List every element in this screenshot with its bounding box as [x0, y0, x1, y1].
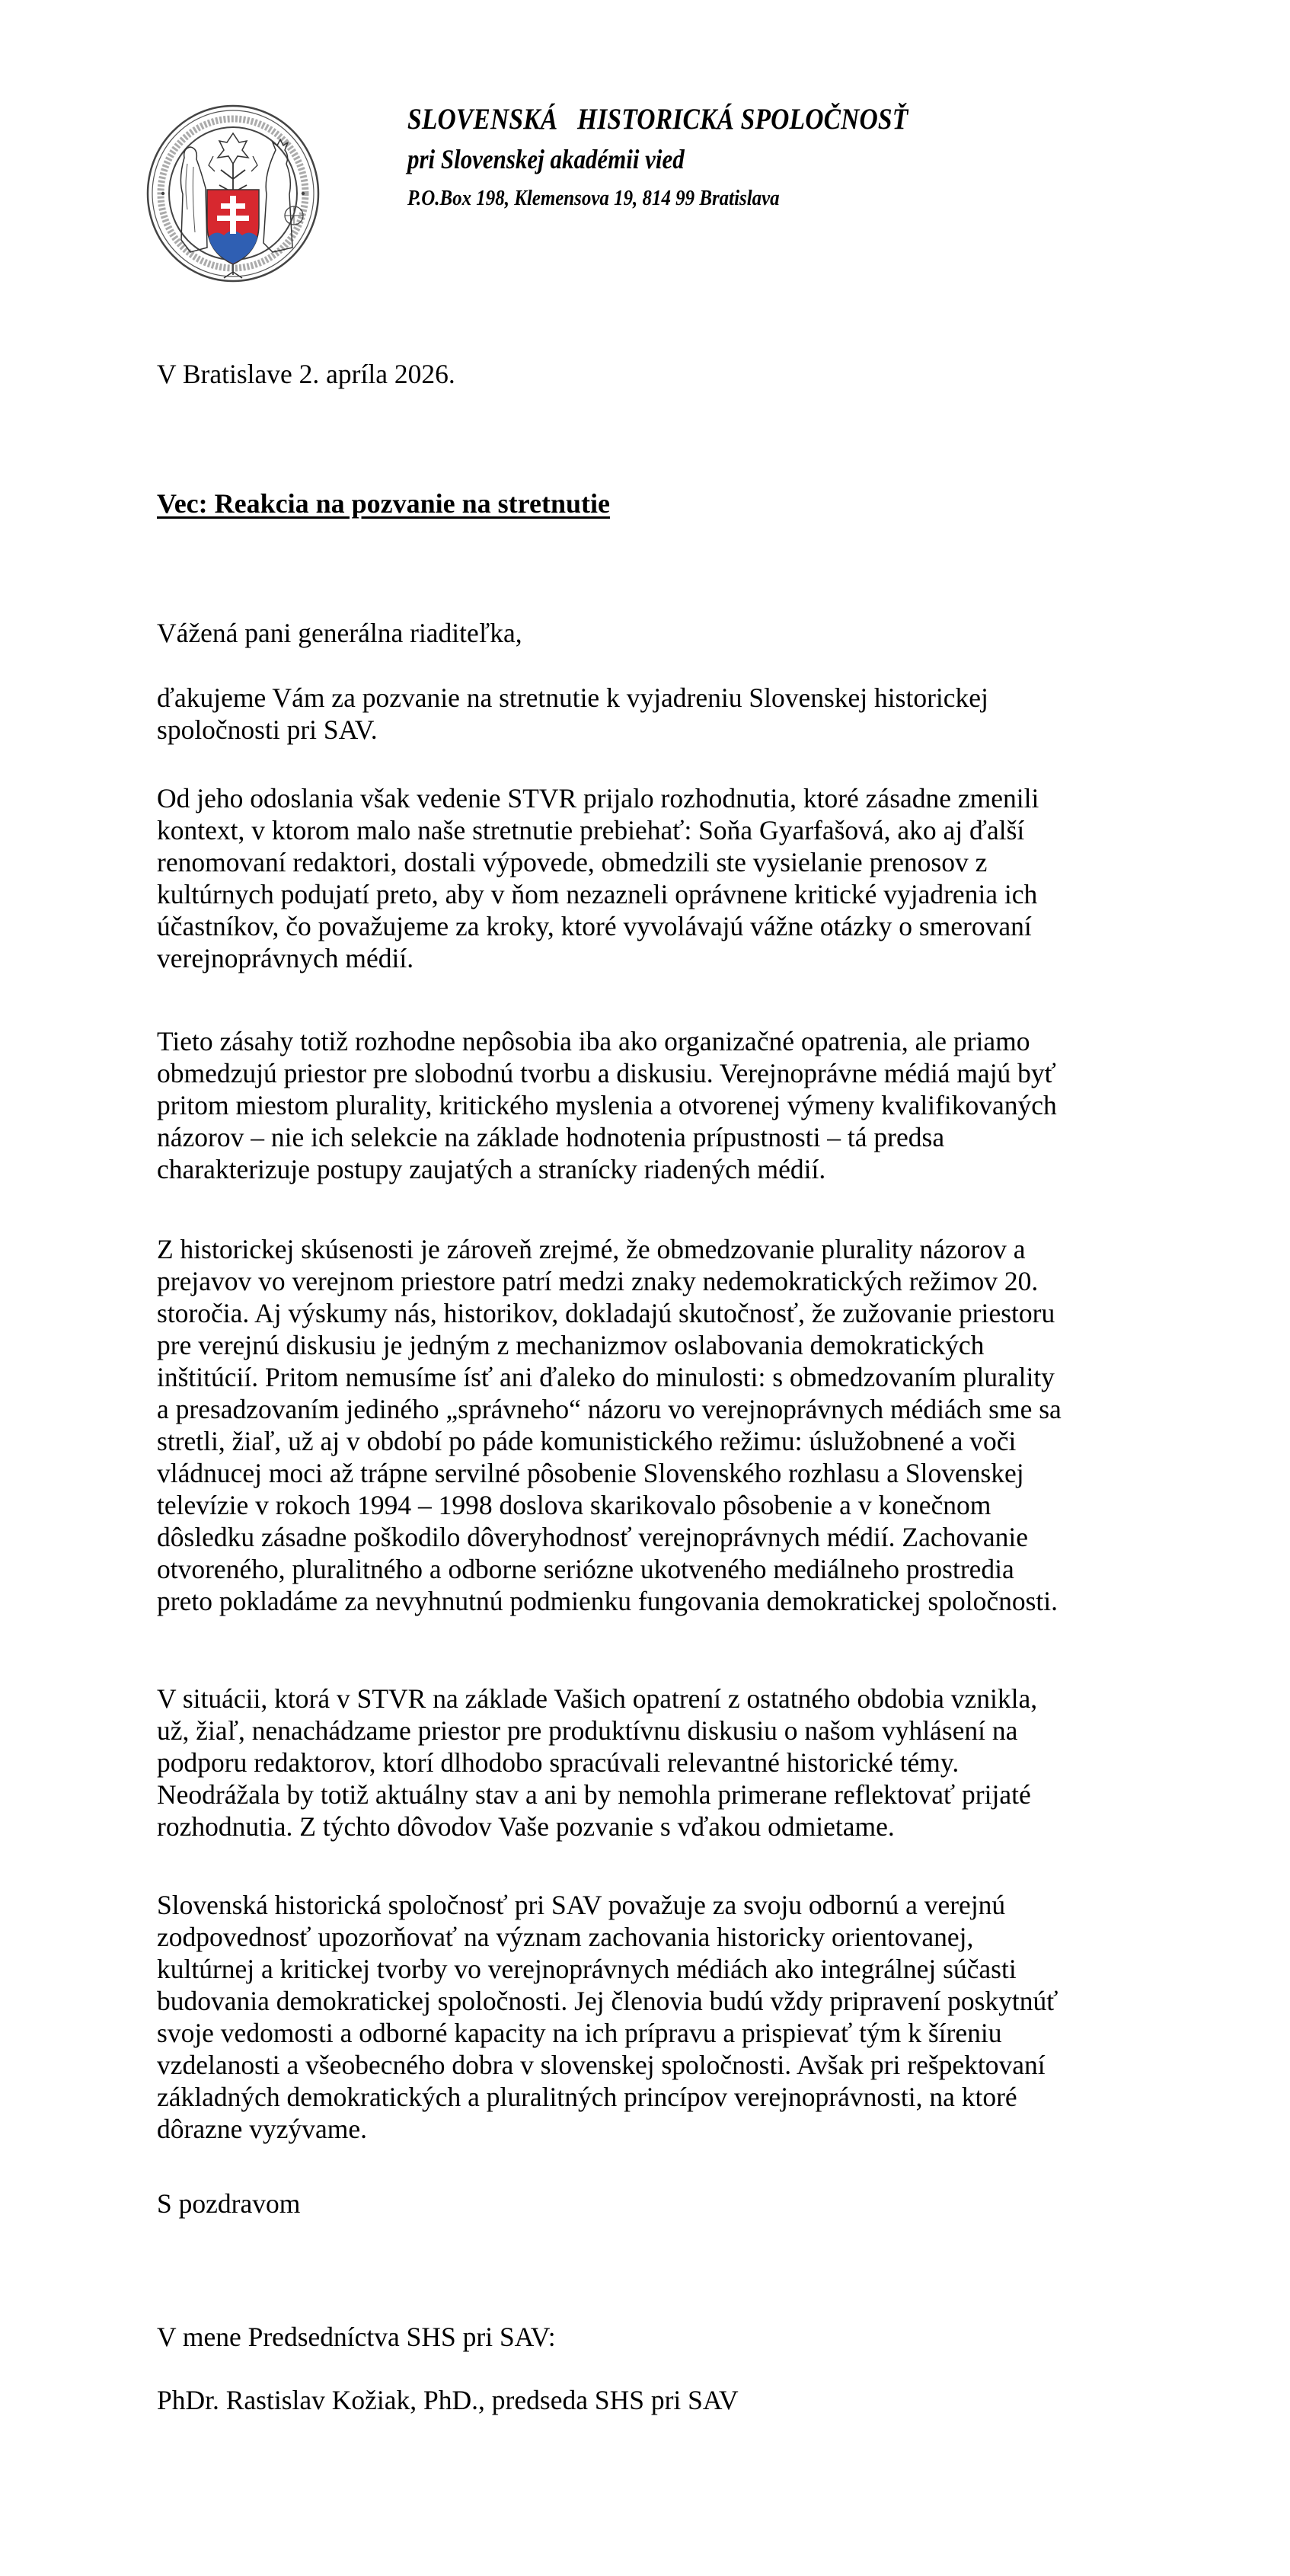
- paragraph-line: preto pokladáme za nevyhnutnú podmienku fungovania demokratickej spoločnosti.: [157, 1586, 1059, 1616]
- paragraph-line: kultúrnych podujatí preto, aby v ňom nezazneli oprávnene kritické vyjadrenia ich: [157, 879, 1038, 909]
- paragraph-line: podporu redaktorov, ktorí dlhodobo spracúvali relevantné historické témy.: [157, 1747, 960, 1778]
- paragraph-line: storočia. Aj výskumy nás, historikov, dokladajú skutočnosť, že zužovanie priestoru: [157, 1298, 1055, 1328]
- org-address: P.O.Box 198, Klemensova 19, 814 99 Bratislava: [407, 186, 780, 210]
- paragraph-4: [157, 1233, 1062, 1617]
- paragraph-line: Z historickej skúsenosti je zároveň zrejmé, že obmedzovanie plurality názorov a: [157, 1234, 1026, 1264]
- paragraph-line: Od jeho odoslania však vedenie STVR prijalo rozhodnutia, ktoré zásadne zmenili: [157, 783, 1039, 813]
- paragraph-line: obmedzujú priestor pre slobodnú tvorbu a diskusiu. Verejnoprávne médiá majú byť: [157, 1058, 1056, 1088]
- paragraph-line: stretli, žiaľ, už aj v období po páde komunistického režimu: úslužobnené a voči: [157, 1426, 1017, 1456]
- paragraph-line: kultúrnej a kritickej tvorby vo verejnoprávnych médiách ako integrálnej súčasti: [157, 1954, 1017, 1984]
- letter-subject: Vec: Reakcia na pozvanie na stretnutie: [157, 488, 610, 519]
- signatory: PhDr. Rastislav Kožiak, PhD., predseda SHS pri SAV: [157, 2385, 739, 2415]
- closing: S pozdravom: [157, 2188, 301, 2219]
- paragraph-line: pre verejnú diskusiu je jedným z mechanizmov oslabovania demokratických: [157, 1330, 985, 1360]
- paragraph-line: kontext, v ktorom malo naše stretnutie prebiehať: Soňa Gyarfašová, ako aj ďalší: [157, 815, 1025, 845]
- paragraph-line: verejnoprávnych médií.: [157, 943, 414, 973]
- org-name: SLOVENSKÁ HISTORICKÁ SPOLOČNOSŤ: [407, 103, 908, 136]
- paragraph-line: budovania demokratickej spoločnosti. Jej členovia budú vždy pripravení poskytnúť: [157, 1986, 1059, 2016]
- org-subtitle: pri Slovenskej akadémii vied: [407, 144, 685, 174]
- paragraph-line: dôrazne vyzývame.: [157, 2114, 367, 2144]
- paragraph-line: účastníkov, čo považujeme za kroky, ktoré vyvolávajú vážne otázky o smerovaní: [157, 911, 1032, 941]
- paragraph-2: [157, 782, 1039, 974]
- paragraph-line: ďakujeme Vám za pozvanie na stretnutie k vyjadreniu Slovenskej historickej: [157, 682, 988, 713]
- paragraph-line: vzdelanosti a všeobecného dobra v slovenskej spoločnosti. Avšak pri rešpektovaní: [157, 2050, 1046, 2080]
- society-seal-icon: [145, 103, 321, 284]
- paragraph-line: názorov – nie ich selekcie na základe hodnotenia prípustnosti – tá predsa: [157, 1122, 945, 1152]
- paragraph-line: charakterizuje postupy zaujatých a stranícky riadených médií.: [157, 1154, 826, 1184]
- paragraph-5: [157, 1683, 1037, 1843]
- paragraph-line: dôsledku zásadne poškodilo dôveryhodnosť verejnoprávnych médií. Zachovanie: [157, 1522, 1028, 1552]
- paragraph-3: [157, 1025, 1057, 1185]
- letter-date: V Bratislave 2. apríla 2026.: [157, 359, 455, 389]
- paragraph-line: spoločnosti pri SAV.: [157, 714, 378, 745]
- paragraph-line: Tieto zásahy totiž rozhodne nepôsobia iba ako organizačné opatrenia, ale priamo: [157, 1026, 1030, 1056]
- paragraph-line: rozhodnutia. Z týchto dôvodov Vaše pozvanie s vďakou odmietame.: [157, 1811, 895, 1842]
- salutation: Vážená pani generálna riaditeľka,: [157, 618, 522, 648]
- paragraph-line: a presadzovaním jediného „správneho“ názoru vo verejnoprávnych médiách sme sa: [157, 1394, 1062, 1424]
- paragraph-line: Slovenská historická spoločnosť pri SAV považuje za svoju odbornú a verejnú: [157, 1890, 1006, 1920]
- paragraph-line: už, žiaľ, nenachádzame priestor pre produktívnu diskusiu o našom vyhlásení na: [157, 1715, 1018, 1746]
- paragraph-line: základných demokratických a pluralitných princípov verejnoprávnosti, na ktoré: [157, 2082, 1017, 2112]
- on-behalf-line: V mene Predsedníctva SHS pri SAV:: [157, 2322, 556, 2352]
- paragraph-1: [157, 682, 988, 746]
- paragraph-line: televízie v rokoch 1994 – 1998 doslova skarikovalo pôsobenie a v konečnom: [157, 1490, 991, 1520]
- paragraph-line: renomovaní redaktori, dostali výpovede, obmedzili ste vysielanie prenosov z: [157, 847, 988, 877]
- paragraph-line: prejavov vo verejnom priestore patrí medzi znaky nedemokratických režimov 20.: [157, 1266, 1039, 1296]
- paragraph-line: pritom miestom plurality, kritického myslenia a otvorenej výmeny kvalifikovaných: [157, 1090, 1057, 1120]
- paragraph-line: zodpovednosť upozorňovať na význam zachovania historicky orientovanej,: [157, 1922, 974, 1952]
- paragraph-line: V situácii, ktorá v STVR na základe Vašich opatrení z ostatného obdobia vznikla,: [157, 1683, 1038, 1714]
- paragraph-line: otvoreného, pluralitného a odborne seriózne ukotveného mediálneho prostredia: [157, 1554, 1014, 1584]
- paragraph-line: vládnucej moci až trápne servilné pôsobenie Slovenského rozhlasu a Slovenskej: [157, 1458, 1024, 1488]
- paragraph-6: [157, 1889, 1058, 2145]
- paragraph-line: svoje vedomosti a odborné kapacity na ich prípravu a prispievať tým k šíreniu: [157, 2018, 1002, 2048]
- paragraph-line: inštitúcií. Pritom nemusíme ísť ani ďaleko do minulosti: s obmedzovaním plurality: [157, 1362, 1055, 1392]
- paragraph-line: Neodrážala by totiž aktuálny stav a ani by nemohla primerane reflektovať prijaté: [157, 1779, 1031, 1810]
